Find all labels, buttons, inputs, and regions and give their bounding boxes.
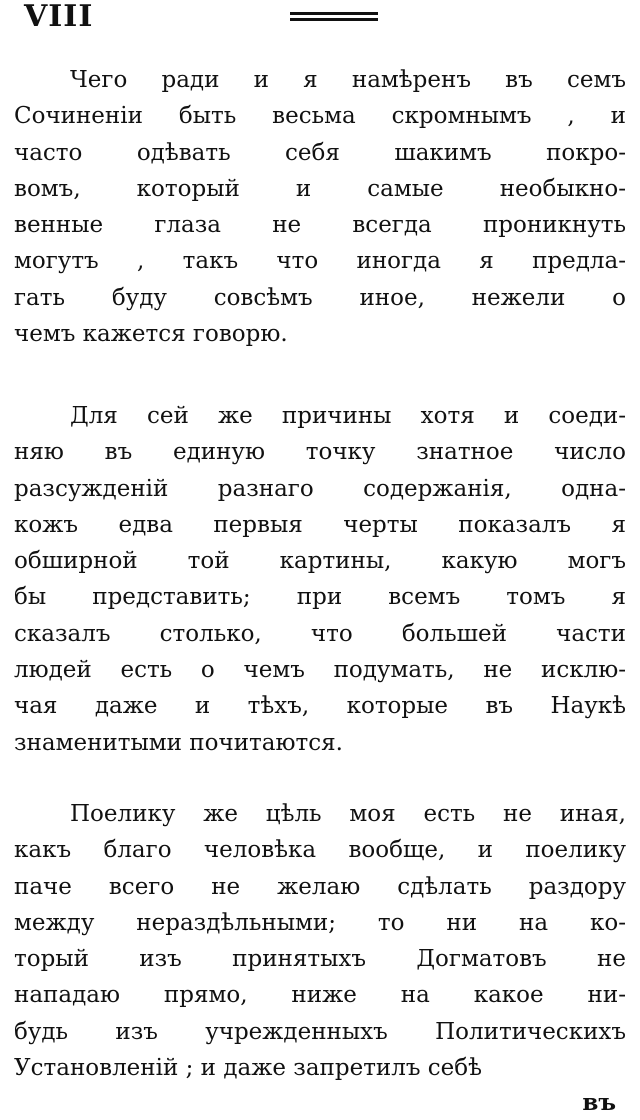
text-line: часто одѣвать себя шакимъ покро- <box>14 139 626 166</box>
paragraph-3 <box>14 796 626 1086</box>
text-line: будь изъ учрежденныхъ Политическихъ <box>14 1018 626 1045</box>
text-line: гать буду совсѣмъ иное, нежели о <box>14 284 626 311</box>
text-line: людей есть о чемъ подумать, не исклю- <box>14 657 626 684</box>
text-line: Чего ради и я намѣренъ въ семъ <box>70 67 626 93</box>
text-line: Установленій ; и даже запретилъ себѣ <box>14 1055 483 1082</box>
text-line: сказалъ столько, что большей части <box>14 620 626 647</box>
text-line: Для сей же причины хотя и соеди- <box>70 403 626 429</box>
page-number: VIII <box>24 0 94 34</box>
rule-bar-bottom <box>290 18 378 21</box>
text-line: кожъ едва первыя черты показалъ я <box>14 511 626 538</box>
text-line: венные глаза не всегда проникнуть <box>14 212 626 239</box>
text-line: няю въ единую точку знатное число <box>14 439 626 466</box>
text-line: нападаю прямо, ниже на какое ни- <box>14 982 626 1009</box>
text-line: торый изъ принятыхъ Догматовъ не <box>14 946 626 973</box>
text-line: Сочиненіи быть весьма скромнымъ , и <box>14 103 626 130</box>
text-line: какъ благо человѣка вообще, и поелику <box>14 837 626 864</box>
text-line: Поелику же цѣль моя есть не иная, <box>70 801 626 827</box>
text-line: бы представить; при всемъ томъ я <box>14 584 626 611</box>
paragraph-2 <box>14 398 626 761</box>
text-line: могутъ , такъ что иногда я предла- <box>14 248 626 275</box>
text-line: обширной той картины, какую могъ <box>14 548 626 575</box>
text-line: между нераздѣльными; то ни на ко- <box>14 909 626 936</box>
text-line: вомъ, который и самые необыкно- <box>14 175 626 202</box>
catchword: въ <box>582 1089 616 1116</box>
header-double-rule <box>290 12 378 24</box>
text-line: разсужденій разнаго содержанія, одна- <box>14 475 626 502</box>
text-line: знаменитыми почитаются. <box>14 729 343 756</box>
text-line: чемъ кажется говорю. <box>14 321 288 348</box>
paragraph-1 <box>14 62 626 352</box>
text-line: паче всего не желаю сдѣлать раздору <box>14 873 626 900</box>
rule-bar-top <box>290 12 378 15</box>
text-line: чая даже и тѣхъ, которые въ Наукѣ <box>14 693 626 720</box>
